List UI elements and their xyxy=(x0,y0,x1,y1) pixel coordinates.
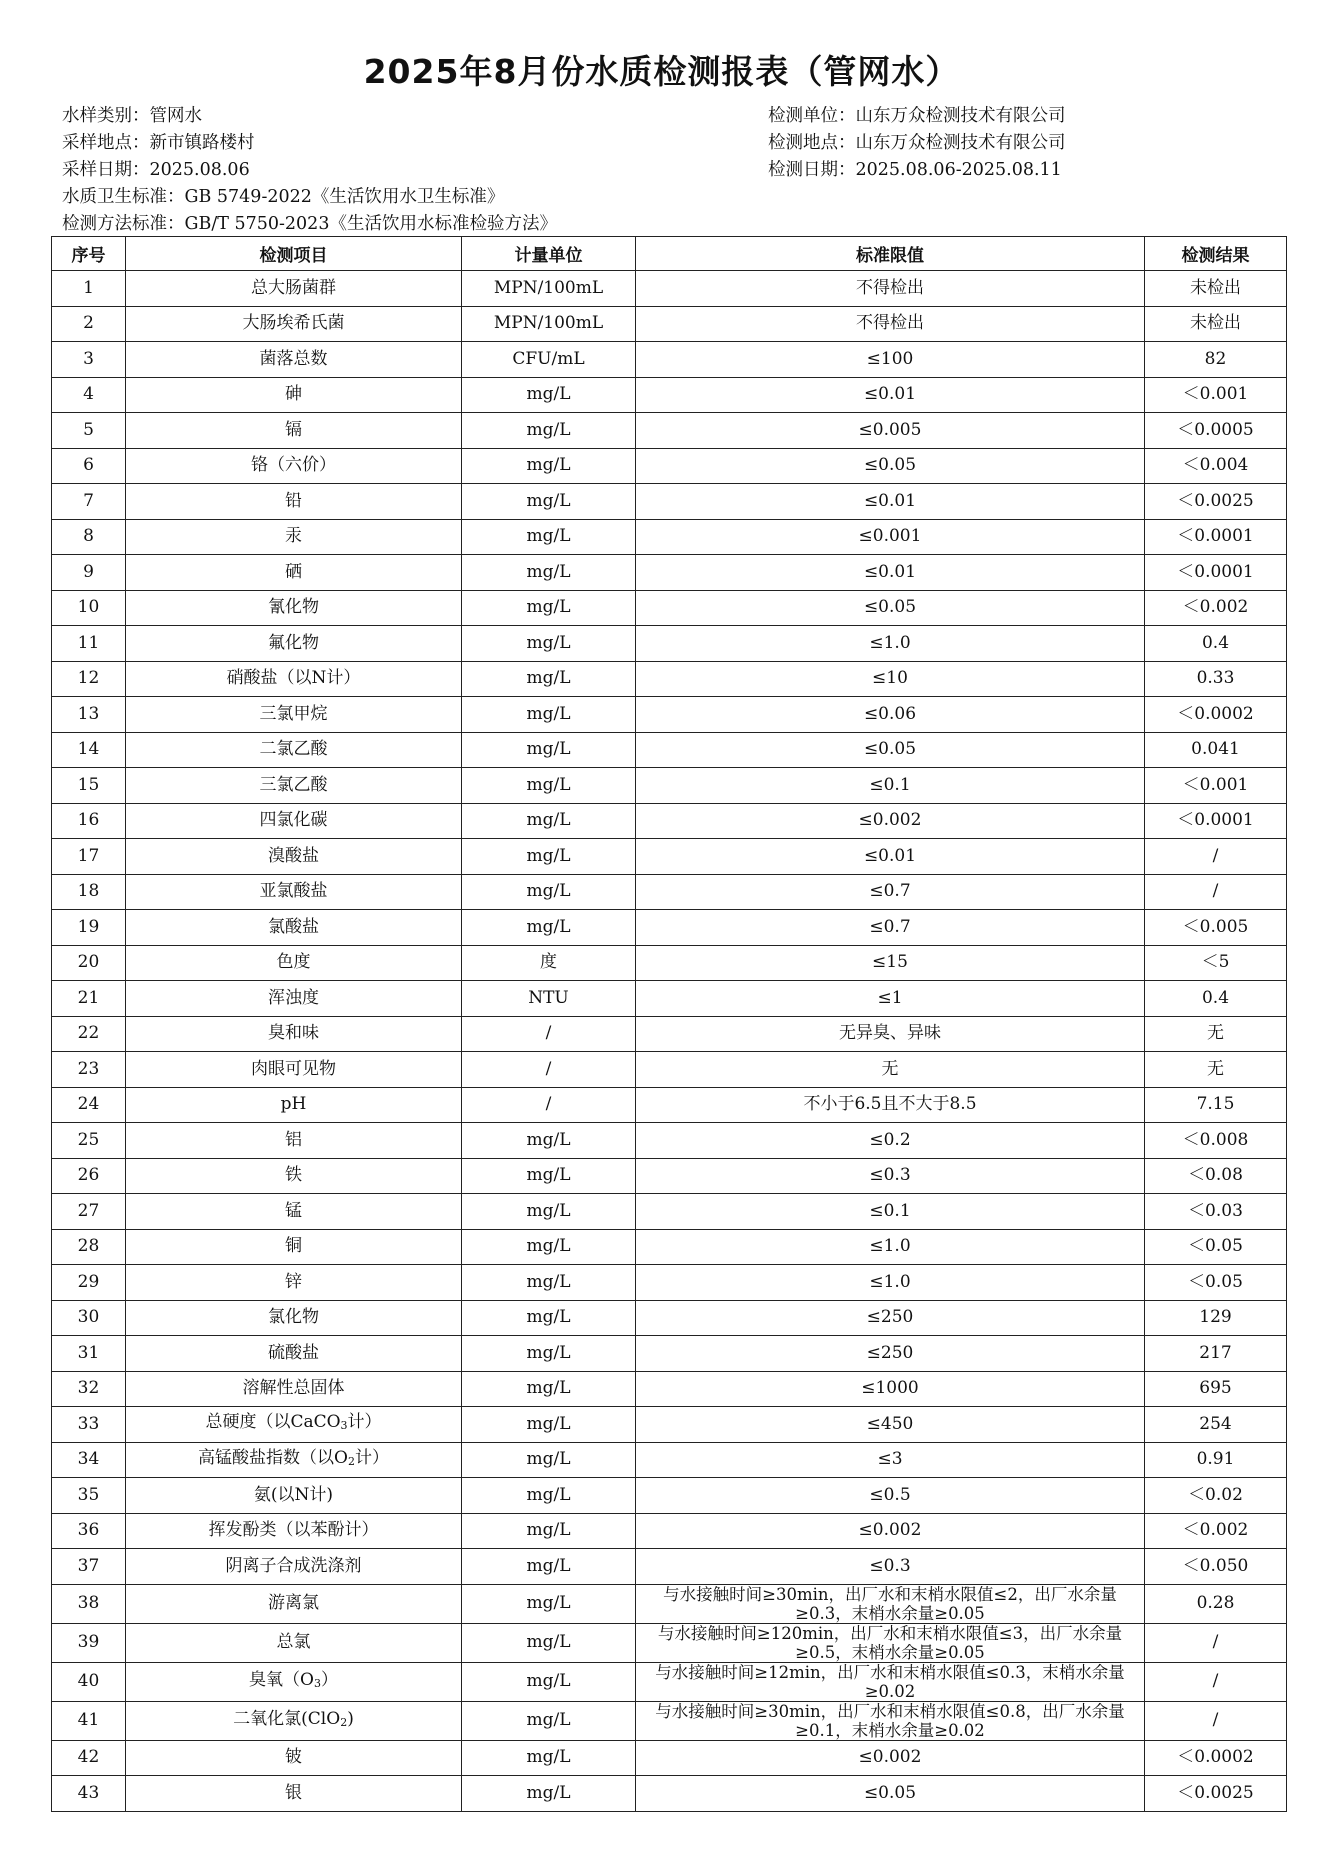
row-item: 亚氯酸盐 xyxy=(126,874,462,910)
row-unit: MPN/100mL xyxy=(462,306,636,342)
row-unit: mg/L xyxy=(462,1584,636,1623)
row-item xyxy=(126,1442,462,1478)
row-limit: ≤3 xyxy=(636,1442,1145,1478)
table-row xyxy=(52,1300,1287,1336)
row-no: 1 xyxy=(52,271,126,307)
table-row xyxy=(52,1478,1287,1514)
row-no: 3 xyxy=(52,342,126,378)
row-no: 2 xyxy=(52,306,126,342)
table-row xyxy=(52,590,1287,626)
row-no: 18 xyxy=(52,874,126,910)
header-limit: 标准限值 xyxy=(636,237,1145,271)
row-item: 总氯 xyxy=(126,1623,462,1662)
row-limit: ≤15 xyxy=(636,945,1145,981)
row-unit: mg/L xyxy=(462,1336,636,1372)
row-no: 4 xyxy=(52,377,126,413)
row-item: 汞 xyxy=(126,519,462,555)
row-result: ＜0.0025 xyxy=(1145,1776,1287,1812)
testing-location: 检测地点：山东万众检测技术有限公司 xyxy=(768,133,1066,153)
item-text-after: 计） xyxy=(354,1447,389,1468)
row-result: ＜0.05 xyxy=(1145,1229,1287,1265)
table-row xyxy=(52,874,1287,910)
row-no: 7 xyxy=(52,484,126,520)
row-limit: 不得检出 xyxy=(636,306,1145,342)
row-item: 锌 xyxy=(126,1265,462,1301)
row-no: 43 xyxy=(52,1776,126,1812)
row-unit: mg/L xyxy=(462,1407,636,1443)
row-result: 0.28 xyxy=(1145,1584,1287,1623)
table-row xyxy=(52,448,1287,484)
testing-unit: 检测单位：山东万众检测技术有限公司 xyxy=(768,106,1066,126)
row-result: 未检出 xyxy=(1145,271,1287,307)
row-unit: / xyxy=(462,1016,636,1052)
row-item: 锰 xyxy=(126,1194,462,1230)
row-unit: mg/L xyxy=(462,1158,636,1194)
row-unit: mg/L xyxy=(462,732,636,768)
table-row xyxy=(52,732,1287,768)
row-item: 铁 xyxy=(126,1158,462,1194)
row-unit: MPN/100mL xyxy=(462,271,636,307)
row-no: 30 xyxy=(52,1300,126,1336)
row-item: 三氯甲烷 xyxy=(126,697,462,733)
table-row xyxy=(52,519,1287,555)
row-limit: ≤0.01 xyxy=(636,484,1145,520)
row-limit: ≤0.06 xyxy=(636,697,1145,733)
row-no: 22 xyxy=(52,1016,126,1052)
row-limit: ≤0.7 xyxy=(636,910,1145,946)
table-row xyxy=(52,945,1287,981)
row-no: 5 xyxy=(52,413,126,449)
row-no: 34 xyxy=(52,1442,126,1478)
row-no: 33 xyxy=(52,1407,126,1443)
row-item: 总大肠菌群 xyxy=(126,271,462,307)
row-unit: mg/L xyxy=(462,1513,636,1549)
sample-location: 采样地点：新市镇路楼村 xyxy=(62,133,255,153)
row-item: 三氯乙酸 xyxy=(126,768,462,804)
table-row xyxy=(52,661,1287,697)
row-result: 未检出 xyxy=(1145,306,1287,342)
row-limit: ≤0.002 xyxy=(636,803,1145,839)
row-item: 砷 xyxy=(126,377,462,413)
row-limit: ≤0.05 xyxy=(636,732,1145,768)
row-limit: ≤1.0 xyxy=(636,1229,1145,1265)
row-no: 16 xyxy=(52,803,126,839)
row-limit: 与水接触时间≥120min，出厂水和末梢水限值≤3，出厂水余量≥0.5，末梢水余量≥0.05 xyxy=(636,1623,1145,1662)
table-row xyxy=(52,768,1287,804)
table-row xyxy=(52,306,1287,342)
row-limit: ≤0.05 xyxy=(636,1776,1145,1812)
row-no: 20 xyxy=(52,945,126,981)
item-text: 臭氧（O xyxy=(249,1669,314,1690)
row-result: ＜0.001 xyxy=(1145,768,1287,804)
item-text-after: 计） xyxy=(347,1412,382,1433)
row-no: 14 xyxy=(52,732,126,768)
row-unit: mg/L xyxy=(462,484,636,520)
row-unit: mg/L xyxy=(462,1442,636,1478)
row-result: ＜0.0001 xyxy=(1145,519,1287,555)
row-item xyxy=(126,1701,462,1740)
table-row xyxy=(52,803,1287,839)
row-unit: mg/L xyxy=(462,1478,636,1514)
row-no: 24 xyxy=(52,1087,126,1123)
row-item: 挥发酚类（以苯酚计） xyxy=(126,1513,462,1549)
table-row xyxy=(52,839,1287,875)
row-no: 32 xyxy=(52,1371,126,1407)
row-no: 26 xyxy=(52,1158,126,1194)
row-item xyxy=(126,1407,462,1443)
table-row xyxy=(52,1371,1287,1407)
row-result: ＜0.005 xyxy=(1145,910,1287,946)
row-limit: ≤0.01 xyxy=(636,839,1145,875)
row-unit: mg/L xyxy=(462,1194,636,1230)
row-item: 臭和味 xyxy=(126,1016,462,1052)
row-no: 29 xyxy=(52,1265,126,1301)
row-result: / xyxy=(1145,839,1287,875)
table-row xyxy=(52,910,1287,946)
row-item: 肉眼可见物 xyxy=(126,1052,462,1088)
row-unit: mg/L xyxy=(462,448,636,484)
table-row xyxy=(52,1662,1287,1701)
row-item: 银 xyxy=(126,1776,462,1812)
row-result: 无 xyxy=(1145,1052,1287,1088)
table-row xyxy=(52,555,1287,591)
row-limit: ≤0.2 xyxy=(636,1123,1145,1159)
row-unit: / xyxy=(462,1052,636,1088)
row-unit: mg/L xyxy=(462,661,636,697)
row-no: 41 xyxy=(52,1701,126,1740)
row-result: ＜0.004 xyxy=(1145,448,1287,484)
row-unit: mg/L xyxy=(462,590,636,626)
row-limit: 无异臭、异味 xyxy=(636,1016,1145,1052)
row-limit: ≤1.0 xyxy=(636,1265,1145,1301)
row-result: 0.33 xyxy=(1145,661,1287,697)
row-limit: ≤1000 xyxy=(636,1371,1145,1407)
item-subscript: 3 xyxy=(313,1676,321,1690)
row-item: 溴酸盐 xyxy=(126,839,462,875)
row-item: pH xyxy=(126,1087,462,1123)
row-result: ＜0.0005 xyxy=(1145,413,1287,449)
row-no: 38 xyxy=(52,1584,126,1623)
row-limit: ≤0.3 xyxy=(636,1549,1145,1585)
table-row xyxy=(52,697,1287,733)
row-item: 铍 xyxy=(126,1740,462,1776)
row-result: / xyxy=(1145,874,1287,910)
row-unit: mg/L xyxy=(462,1549,636,1585)
row-item: 氯化物 xyxy=(126,1300,462,1336)
table-header-row xyxy=(52,237,1287,271)
row-no: 17 xyxy=(52,839,126,875)
table-row xyxy=(52,1549,1287,1585)
table-row xyxy=(52,413,1287,449)
table-row xyxy=(52,1158,1287,1194)
row-result: ＜0.0002 xyxy=(1145,1740,1287,1776)
row-limit: 不得检出 xyxy=(636,271,1145,307)
row-unit: 度 xyxy=(462,945,636,981)
row-result: ＜0.08 xyxy=(1145,1158,1287,1194)
row-unit: mg/L xyxy=(462,803,636,839)
row-limit: ≤0.5 xyxy=(636,1478,1145,1514)
table-row xyxy=(52,1442,1287,1478)
row-item: 大肠埃希氏菌 xyxy=(126,306,462,342)
row-limit: 与水接触时间≥12min，出厂水和末梢水限值≤0.3，末梢水余量≥0.02 xyxy=(636,1662,1145,1701)
row-result: / xyxy=(1145,1701,1287,1740)
row-no: 13 xyxy=(52,697,126,733)
row-result: 254 xyxy=(1145,1407,1287,1443)
row-no: 28 xyxy=(52,1229,126,1265)
row-unit: mg/L xyxy=(462,697,636,733)
row-limit: ≤1.0 xyxy=(636,626,1145,662)
table-row xyxy=(52,1087,1287,1123)
results-table xyxy=(51,236,1287,1812)
row-unit: mg/L xyxy=(462,768,636,804)
row-item: 色度 xyxy=(126,945,462,981)
row-limit: ≤450 xyxy=(636,1407,1145,1443)
row-unit: / xyxy=(462,1087,636,1123)
row-no: 37 xyxy=(52,1549,126,1585)
row-item: 浑浊度 xyxy=(126,981,462,1017)
table-row xyxy=(52,1776,1287,1812)
row-unit: mg/L xyxy=(462,377,636,413)
row-no: 15 xyxy=(52,768,126,804)
row-item: 铜 xyxy=(126,1229,462,1265)
row-result: 0.91 xyxy=(1145,1442,1287,1478)
row-limit: ≤0.1 xyxy=(636,1194,1145,1230)
row-item: 氨(以N计) xyxy=(126,1478,462,1514)
row-no: 11 xyxy=(52,626,126,662)
row-limit: ≤0.002 xyxy=(636,1513,1145,1549)
row-item: 菌落总数 xyxy=(126,342,462,378)
hygiene-standard: 水质卫生标准：GB 5749-2022《生活饮用水卫生标准》 xyxy=(62,187,505,207)
row-result: / xyxy=(1145,1662,1287,1701)
row-no: 35 xyxy=(52,1478,126,1514)
row-no: 9 xyxy=(52,555,126,591)
row-result: ＜0.0002 xyxy=(1145,697,1287,733)
table-row xyxy=(52,1194,1287,1230)
row-unit: mg/L xyxy=(462,1371,636,1407)
header-no: 序号 xyxy=(52,237,126,271)
row-result: ＜0.002 xyxy=(1145,590,1287,626)
row-result: 82 xyxy=(1145,342,1287,378)
row-limit: ≤0.05 xyxy=(636,448,1145,484)
item-subscript: 3 xyxy=(340,1419,348,1433)
row-result: ＜0.0001 xyxy=(1145,555,1287,591)
row-limit: 无 xyxy=(636,1052,1145,1088)
table-row xyxy=(52,1336,1287,1372)
row-unit: CFU/mL xyxy=(462,342,636,378)
row-no: 8 xyxy=(52,519,126,555)
row-no: 42 xyxy=(52,1740,126,1776)
row-no: 27 xyxy=(52,1194,126,1230)
row-unit: mg/L xyxy=(462,626,636,662)
row-result: 129 xyxy=(1145,1300,1287,1336)
row-item: 镉 xyxy=(126,413,462,449)
row-unit: mg/L xyxy=(462,413,636,449)
row-limit: ≤0.3 xyxy=(636,1158,1145,1194)
table-row xyxy=(52,271,1287,307)
report-title: 2025年8月份水质检测报表（管网水） xyxy=(363,52,960,91)
table-row xyxy=(52,1265,1287,1301)
table-body xyxy=(52,271,1287,1812)
row-limit: ≤250 xyxy=(636,1300,1145,1336)
row-limit: ≤0.005 xyxy=(636,413,1145,449)
row-no: 23 xyxy=(52,1052,126,1088)
row-unit: mg/L xyxy=(462,1662,636,1701)
header-result: 检测结果 xyxy=(1145,237,1287,271)
row-result: ＜0.0025 xyxy=(1145,484,1287,520)
testing-date: 检测日期：2025.08.06-2025.08.11 xyxy=(768,160,1062,180)
row-result: 无 xyxy=(1145,1016,1287,1052)
table-row xyxy=(52,1513,1287,1549)
row-limit: 与水接触时间≥30min，出厂水和末梢水限值≤2，出厂水余量≥0.3，末梢水余量≥0.05 xyxy=(636,1584,1145,1623)
row-result: ＜5 xyxy=(1145,945,1287,981)
row-result: 217 xyxy=(1145,1336,1287,1372)
row-result: / xyxy=(1145,1623,1287,1662)
row-item: 氰化物 xyxy=(126,590,462,626)
row-limit: 不小于6.5且不大于8.5 xyxy=(636,1087,1145,1123)
row-no: 21 xyxy=(52,981,126,1017)
row-item: 氯酸盐 xyxy=(126,910,462,946)
table-row xyxy=(52,1701,1287,1740)
table-row xyxy=(52,1123,1287,1159)
lab-info xyxy=(768,103,1066,184)
row-no: 6 xyxy=(52,448,126,484)
table-row xyxy=(52,1016,1287,1052)
row-limit: ≤0.1 xyxy=(636,768,1145,804)
row-result: 7.15 xyxy=(1145,1087,1287,1123)
row-unit: mg/L xyxy=(462,1776,636,1812)
row-limit: ≤0.01 xyxy=(636,555,1145,591)
row-no: 25 xyxy=(52,1123,126,1159)
item-text-after: ） xyxy=(320,1669,338,1690)
table-row xyxy=(52,981,1287,1017)
row-limit: ≤0.002 xyxy=(636,1740,1145,1776)
table-row xyxy=(52,377,1287,413)
row-unit: mg/L xyxy=(462,839,636,875)
sample-info xyxy=(62,103,557,238)
row-unit: mg/L xyxy=(462,1740,636,1776)
row-item: 四氯化碳 xyxy=(126,803,462,839)
row-result: ＜0.02 xyxy=(1145,1478,1287,1514)
row-item: 铝 xyxy=(126,1123,462,1159)
row-unit: mg/L xyxy=(462,519,636,555)
table-row xyxy=(52,1623,1287,1662)
row-unit: mg/L xyxy=(462,1623,636,1662)
row-result: ＜0.0001 xyxy=(1145,803,1287,839)
row-item xyxy=(126,1662,462,1701)
row-item: 铬（六价） xyxy=(126,448,462,484)
row-unit: mg/L xyxy=(462,1123,636,1159)
row-no: 12 xyxy=(52,661,126,697)
sample-type: 水样类别：管网水 xyxy=(62,106,202,126)
item-subscript: 2 xyxy=(340,1715,348,1729)
item-text: 总硬度（以CaCO xyxy=(205,1412,341,1433)
row-no: 19 xyxy=(52,910,126,946)
row-limit: ≤1 xyxy=(636,981,1145,1017)
row-item: 铅 xyxy=(126,484,462,520)
row-result: ＜0.008 xyxy=(1145,1123,1287,1159)
item-subscript: 2 xyxy=(347,1454,355,1468)
row-item: 硫酸盐 xyxy=(126,1336,462,1372)
row-result: 695 xyxy=(1145,1371,1287,1407)
method-standard: 检测方法标准：GB/T 5750-2023《生活饮用水标准检验方法》 xyxy=(62,214,557,234)
row-unit: mg/L xyxy=(462,1265,636,1301)
row-no: 39 xyxy=(52,1623,126,1662)
header-item: 检测项目 xyxy=(126,237,462,271)
row-item: 硝酸盐（以N计） xyxy=(126,661,462,697)
item-text-after: ) xyxy=(347,1708,354,1729)
row-unit: mg/L xyxy=(462,1701,636,1740)
row-limit: ≤0.05 xyxy=(636,590,1145,626)
table-row xyxy=(52,342,1287,378)
row-unit: mg/L xyxy=(462,874,636,910)
row-limit: ≤0.01 xyxy=(636,377,1145,413)
table-row xyxy=(52,1584,1287,1623)
table-row xyxy=(52,484,1287,520)
row-no: 40 xyxy=(52,1662,126,1701)
sample-date: 采样日期：2025.08.06 xyxy=(62,160,250,180)
table-row xyxy=(52,1407,1287,1443)
row-unit: mg/L xyxy=(462,1229,636,1265)
item-text: 高锰酸盐指数（以O xyxy=(198,1447,348,1468)
row-unit: mg/L xyxy=(462,555,636,591)
table-row xyxy=(52,1740,1287,1776)
row-result: ＜0.002 xyxy=(1145,1513,1287,1549)
row-limit: ≤250 xyxy=(636,1336,1145,1372)
row-no: 10 xyxy=(52,590,126,626)
table-row xyxy=(52,626,1287,662)
row-limit: ≤100 xyxy=(636,342,1145,378)
row-result: 0.4 xyxy=(1145,981,1287,1017)
row-limit: ≤0.001 xyxy=(636,519,1145,555)
row-item: 二氯乙酸 xyxy=(126,732,462,768)
header-unit: 计量单位 xyxy=(462,237,636,271)
row-unit: mg/L xyxy=(462,1300,636,1336)
row-result: ＜0.03 xyxy=(1145,1194,1287,1230)
row-unit: NTU xyxy=(462,981,636,1017)
table-row xyxy=(52,1052,1287,1088)
row-item: 溶解性总固体 xyxy=(126,1371,462,1407)
row-item: 阴离子合成洗涤剂 xyxy=(126,1549,462,1585)
row-unit: mg/L xyxy=(462,910,636,946)
row-result: 0.041 xyxy=(1145,732,1287,768)
row-no: 31 xyxy=(52,1336,126,1372)
row-item: 硒 xyxy=(126,555,462,591)
row-result: ＜0.001 xyxy=(1145,377,1287,413)
row-limit: ≤0.7 xyxy=(636,874,1145,910)
item-text: 二氧化氯(ClO xyxy=(233,1708,341,1729)
row-limit: ≤10 xyxy=(636,661,1145,697)
row-item: 游离氯 xyxy=(126,1584,462,1623)
row-result: ＜0.050 xyxy=(1145,1549,1287,1585)
row-limit: 与水接触时间≥30min，出厂水和末梢水限值≤0.8，出厂水余量≥0.1，末梢水余量≥0.02 xyxy=(636,1701,1145,1740)
row-no: 36 xyxy=(52,1513,126,1549)
row-result: 0.4 xyxy=(1145,626,1287,662)
row-item: 氟化物 xyxy=(126,626,462,662)
table-row xyxy=(52,1229,1287,1265)
row-result: ＜0.05 xyxy=(1145,1265,1287,1301)
